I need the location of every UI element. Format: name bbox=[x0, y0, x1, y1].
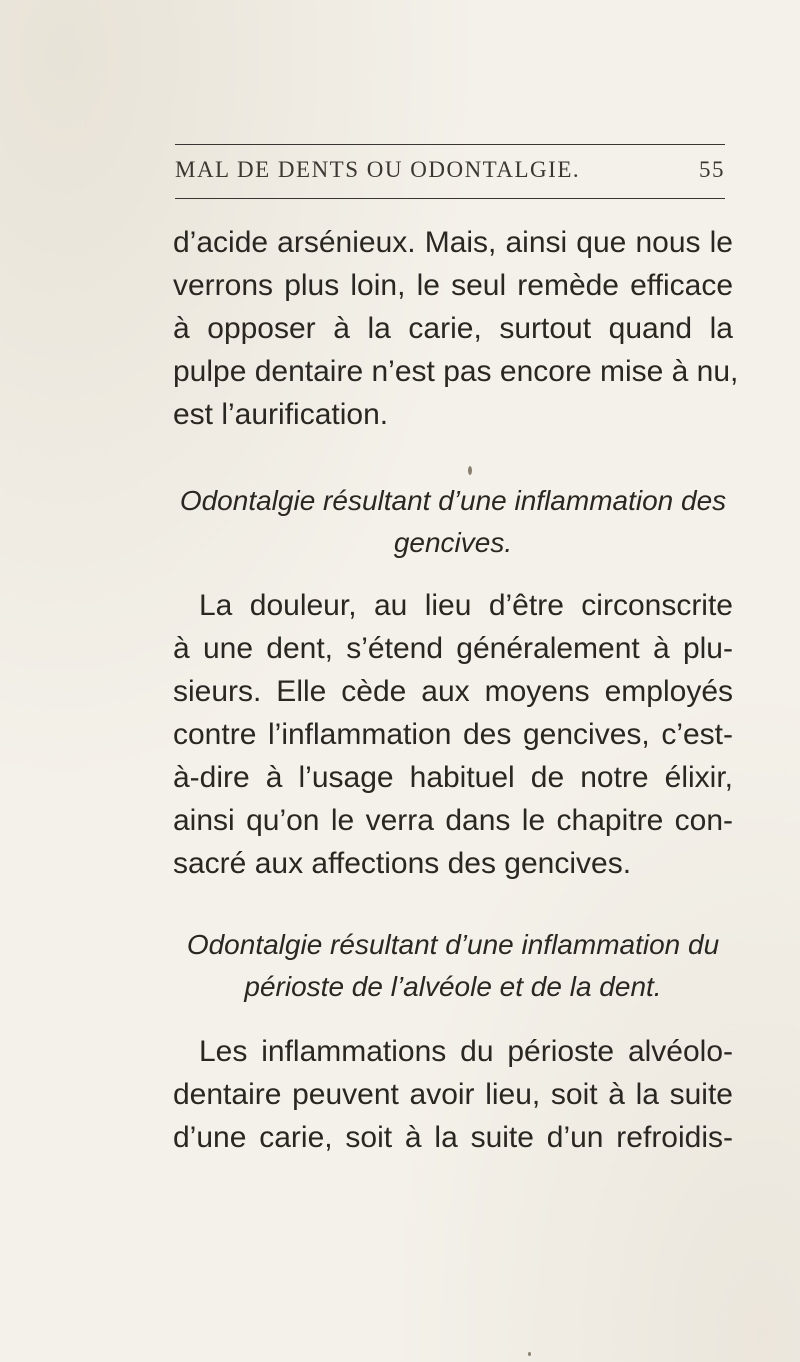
paragraph-periosteum bbox=[173, 1030, 733, 1159]
heading-line: Odontalgie résultant d’une inflammation des bbox=[179, 485, 727, 516]
text-line: à-dire à l’usage habituel de notre élixir, bbox=[173, 761, 733, 794]
text-line: d’une carie, soit à la suite d’un refroidis- bbox=[173, 1121, 733, 1154]
text-line: ainsi qu’on le verra dans le chapitre con- bbox=[173, 804, 733, 837]
text-line: est l’aurification. bbox=[173, 398, 389, 431]
text-line: Les inflammations du périoste alvéolo- bbox=[199, 1035, 733, 1068]
text-line: pulpe dentaire n’est pas encore mise à nu, bbox=[173, 355, 739, 388]
text-line: dentaire peuvent avoir lieu, soit à la suite bbox=[173, 1078, 733, 1111]
header-rule-bottom bbox=[175, 198, 725, 199]
page-number: 55 bbox=[699, 157, 725, 182]
section-heading-periosteum bbox=[173, 924, 733, 1008]
running-head-title: MAL DE DENTS OU ODONTALGIE. bbox=[175, 157, 581, 182]
text-line: sieurs. Elle cède aux moyens employés bbox=[173, 675, 733, 708]
heading-line: périoste de l’alvéole et de la dent. bbox=[244, 971, 662, 1002]
paragraph-arsenic bbox=[173, 221, 739, 436]
text-line: à une dent, s’étend généralement à plu- bbox=[173, 632, 733, 665]
text-line: d’acide arsénieux. Mais, ainsi que nous le bbox=[173, 226, 733, 259]
text-line: verrons plus loin, le seul remède efficace bbox=[173, 269, 733, 302]
text-line: sacré aux affections des gencives. bbox=[173, 847, 632, 880]
paper-speck bbox=[468, 466, 472, 475]
running-head bbox=[175, 157, 725, 189]
text-line: à opposer à la carie, surtout quand la bbox=[173, 312, 733, 345]
heading-line: gencives. bbox=[393, 527, 513, 558]
section-heading-gums bbox=[173, 480, 733, 564]
paper-speck bbox=[528, 1352, 531, 1356]
paragraph-gums bbox=[173, 584, 733, 885]
text-line: La douleur, au lieu d’être circonscrite bbox=[199, 589, 733, 622]
header-rule-top bbox=[175, 144, 725, 145]
text-line: contre l’inflammation des gencives, c’est- bbox=[173, 718, 733, 751]
heading-line: Odontalgie résultant d’une inflammation du bbox=[186, 929, 720, 960]
